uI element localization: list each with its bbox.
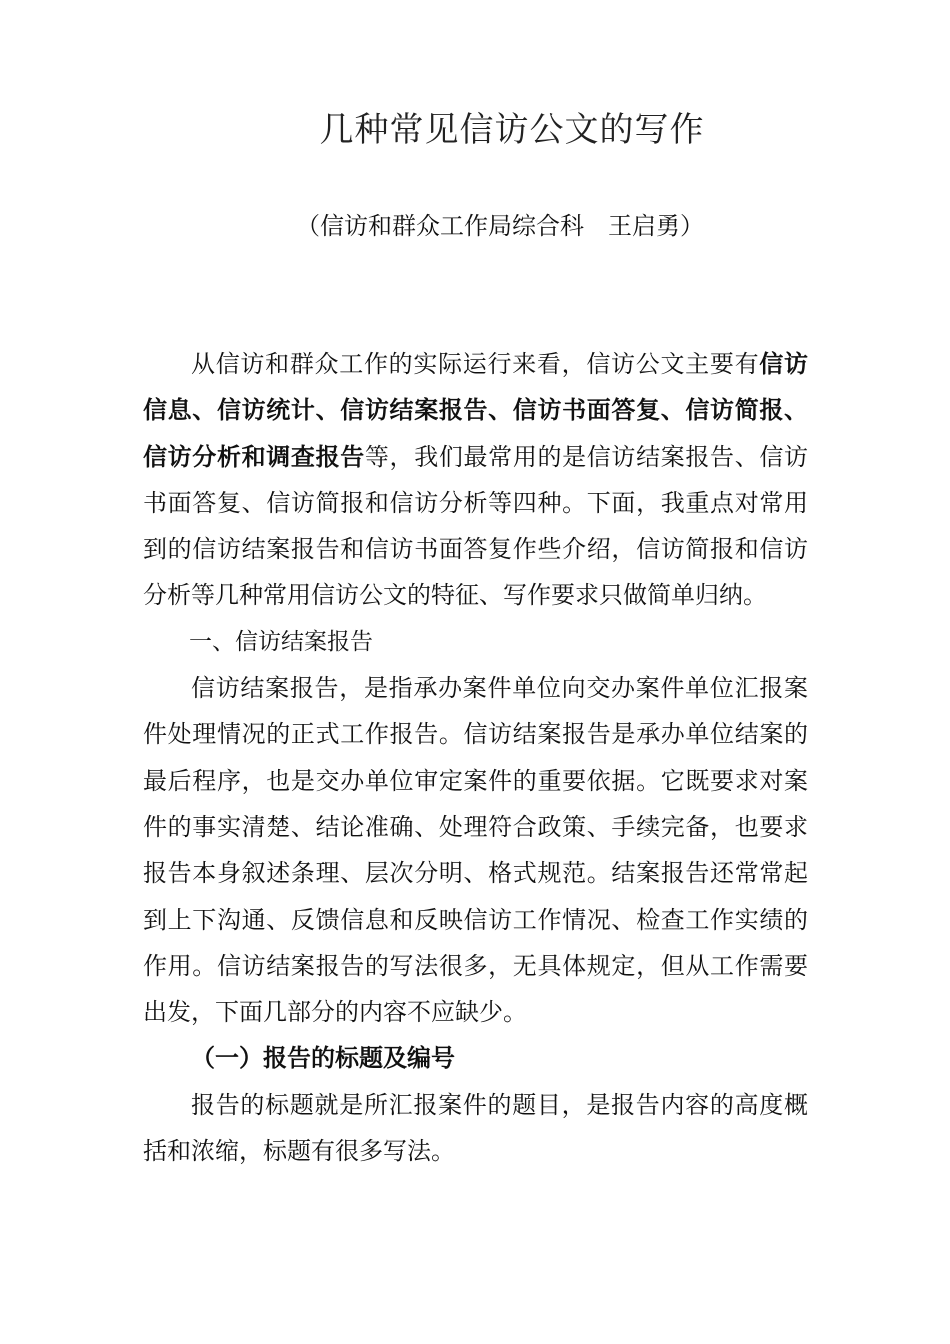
section-heading-1: 一、信访结案报告 [189, 628, 373, 655]
subsection-heading-1: （一）报告的标题及编号 [191, 1044, 455, 1073]
document-title: 几种常见信访公文的写作 [319, 110, 705, 150]
section-1-paragraph: 信访结案报告，是指承办案件单位向交办案件单位汇报案件处理情况的正式工作报告。信访结案报告是承办单位结案的最后程序，也是交办单位审定案件的重要依据。它既要求对案件的事实清楚、结论准确、处理符合政策、手续完备，也要求报告本身叙述条理、层次分明、格式规范。结案报告还常常起到上下沟通、反馈信息和反映信访工作情况、检查工作实绩的作用。信访结案报告的写法很多，无具体规定，但从工作需要出发，下面几部分的内容不应缺少。 [143, 674, 808, 1027]
intro-paragraph [143, 341, 808, 619]
document-body [143, 341, 808, 1174]
author-line: （信访和群众工作局综合科 王启勇） [296, 212, 704, 240]
intro-text-end: 等，我们最常用的是信访结案报告、信访书面答复、信访简报和信访分析等四种。下面，我重点对常用到的信访结案报告和信访书面答复作些介绍，信访简报和信访分析等几种常用信访公文的特征、写作要求只做简单归纳。 [143, 442, 809, 610]
intro-bold-list: 信访信息、信访统计、信访结案报告、信访书面答复、信访简报、信访分析和调查报告 [143, 350, 809, 471]
subsection-1-paragraph: 报告的标题就是所汇报案件的题目，是报告内容的高度概括和浓缩，标题有很多写法。 [143, 1090, 808, 1166]
intro-text-start: 从信访和群众工作的实际运行来看，信访公文主要有 [191, 350, 760, 378]
